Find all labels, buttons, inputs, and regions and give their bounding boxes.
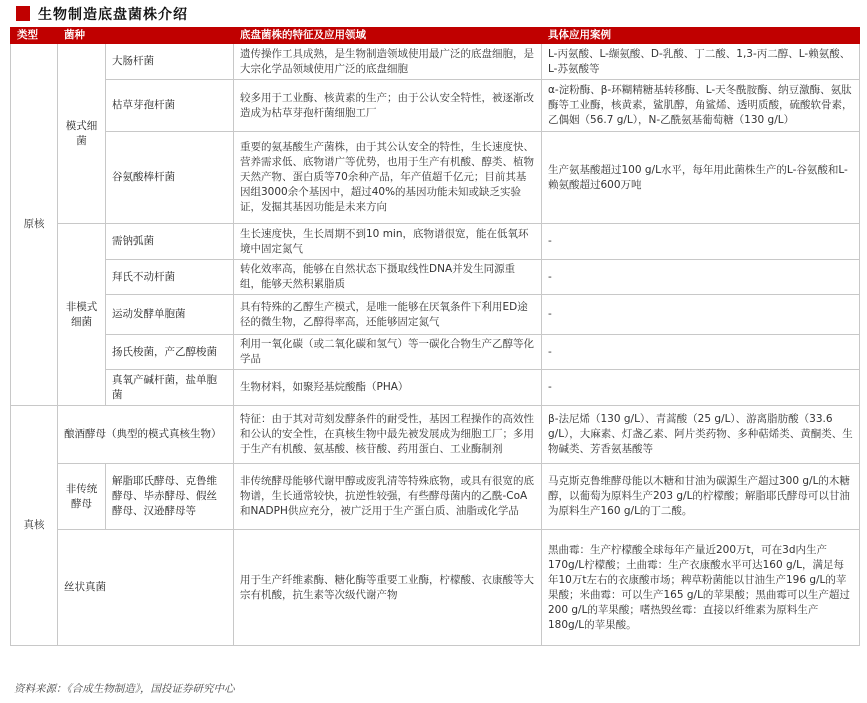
category-cell: 非传统酵母 <box>58 464 106 530</box>
table-row <box>11 530 860 646</box>
description-cell: 重要的氨基酸生产菌株，由于其公认安全的特性，生长速度快、营养需求低、底物谱广等优势，也用于生产有机酸、醇类、植物天然产物、蛋白质等70余种产品，年产值超千亿元；目前其基因组3000余个基因中，超过40%的基因功能未知或缺乏实验证，发掘其基因功能是未来方向 <box>234 132 542 224</box>
species-cell: 大肠杆菌 <box>106 44 234 80</box>
species-cell: 酿酒酵母（典型的模式真核生物） <box>58 406 234 464</box>
table-row <box>11 295 860 335</box>
species-cell: 运动发酵单胞菌 <box>106 295 234 335</box>
description-cell: 特征：由于其对苛刻发酵条件的耐受性，基因工程操作的高效性和公认的安全性，在真核生物中最先被发展成为细胞工厂；多用于生产有机酸、氨基酸、核苷酸、药用蛋白、工业酶制剂 <box>234 406 542 464</box>
description-cell: 遗传操作工具成熟，是生物制造领域使用最广泛的底盘细胞，是大宗化学品领域使用广泛的底盘细胞 <box>234 44 542 80</box>
species-cell: 枯草芽孢杆菌 <box>106 80 234 132</box>
type-cell: 真核 <box>11 406 58 646</box>
species-cell: 拜氏不动杆菌 <box>106 260 234 295</box>
table-row <box>11 132 860 224</box>
application-case-cell: - <box>542 370 860 406</box>
table-row <box>11 260 860 295</box>
table-body <box>11 44 860 646</box>
strain-table <box>10 27 860 646</box>
header-case: 具体应用案例 <box>542 28 860 44</box>
species-cell: 解脂耶氏酵母、克鲁维酵母、毕赤酵母、假丝酵母、汉逊酵母等 <box>106 464 234 530</box>
application-case-cell: 黑曲霉：生产柠檬酸全球每年产量近200万t，可在3d内生产170g/L柠檬酸；土曲霉：生产衣康酸水平可达160 g/L，满足每年10万t左右的衣康酸市场；稗草粉菌能以甘油生产196 g/L的苹果酸；米曲霉：可以生产165 g/L的苹果酸；黑曲霉可以生产超过200 g/L的苹果酸；嗜热毁丝霉：直接以纤维素为原料生产180g/L的苹果酸。 <box>542 530 860 646</box>
description-cell: 利用一氧化碳（或二氧化碳和氢气）等一碳化合物生产乙醇等化学品 <box>234 335 542 370</box>
application-case-cell: 马克斯克鲁维酵母能以木糖和甘油为碳源生产超过300 g/L的木糖醇，以葡萄为原料生产203 g/L的柠檬酸；解脂耶氏酵母可以甘油为原料生产160 g/L的丁二酸。 <box>542 464 860 530</box>
table-row <box>11 80 860 132</box>
species-cell: 谷氨酸棒杆菌 <box>106 132 234 224</box>
description-cell: 用于生产纤维素酶、糖化酶等重要工业酶，柠檬酸、衣康酸等大宗有机酸，抗生素等次级代谢产物 <box>234 530 542 646</box>
application-case-cell: - <box>542 295 860 335</box>
title-accent-bar <box>16 6 30 21</box>
application-case-cell: β-法尼烯（130 g/L）、青蒿酸（25 g/L）、游离脂肪酸（33.6 g/L），大麻素、灯盏乙素、阿片类药物、多种萜烯类、黄酮类、生物碱类、芳香氨基酸等 <box>542 406 860 464</box>
header-type: 类型 <box>11 28 58 44</box>
header-species: 菌种 <box>58 28 234 44</box>
category-cell: 模式细菌 <box>58 44 106 224</box>
application-case-cell: - <box>542 335 860 370</box>
application-case-cell: - <box>542 224 860 260</box>
table-row <box>11 44 860 80</box>
table-row <box>11 464 860 530</box>
species-cell: 真氧产碱杆菌，盐单胞菌 <box>106 370 234 406</box>
table-row <box>11 370 860 406</box>
application-case-cell: 生产氨基酸超过100 g/L水平，每年用此菌株生产的L-谷氨酸和L-赖氨酸超过600万吨 <box>542 132 860 224</box>
description-cell: 转化效率高，能够在自然状态下摄取线性DNA并发生同源重组，能够天然积累脂质 <box>234 260 542 295</box>
table-row <box>11 224 860 260</box>
category-cell: 非模式细菌 <box>58 224 106 406</box>
type-cell: 原核 <box>11 44 58 406</box>
application-case-cell: α-淀粉酶、β-环糊精糖基转移酶、L-天冬酰胺酶、纳豆激酶、氨肽酶等工业酶，核黄素，鲨肌醇，角鲨烯、透明质酸，硫酸软骨素，乙偶姻（56.7 g/L），N-乙酰氨基葡萄糖（130 g/L） <box>542 80 860 132</box>
application-case-cell: - <box>542 260 860 295</box>
description-cell: 较多用于工业酶、核黄素的生产；由于公认安全特性，被逐渐改造成为枯草芽孢杆菌细胞工厂 <box>234 80 542 132</box>
species-cell: 丝状真菌 <box>58 530 234 646</box>
source-note: 资料来源：《合成生物制造》，国投证券研究中心 <box>14 683 235 695</box>
species-cell: 需钠弧菌 <box>106 224 234 260</box>
description-cell: 具有特殊的乙醇生产模式，是唯一能够在厌氧条件下利用ED途径的微生物，乙醇得率高，还能够固定氮气 <box>234 295 542 335</box>
table-row <box>11 406 860 464</box>
page-title: 生物制造底盘菌株介绍 <box>38 7 188 23</box>
description-cell: 生物材料，如聚羟基烷酸酯（PHA） <box>234 370 542 406</box>
application-case-cell: L-丙氨酸、L-缬氨酸、D-乳酸、丁二酸、1,3-丙二醇、L-赖氨酸、L-苏氨酸等 <box>542 44 860 80</box>
table-header-row <box>11 28 860 44</box>
table-row <box>11 335 860 370</box>
description-cell: 非传统酵母能够代谢甲醇或废乳清等特殊底物，或具有很宽的底物谱，生长通常较快，抗逆性较强，有些酵母菌内的乙酰-CoA和NADPH供应充分，被广泛用于生产蛋白质、油脂或化学品 <box>234 464 542 530</box>
description-cell: 生长速度快，生长周期不到10 min，底物谱很宽，能在低氧环境中固定氮气 <box>234 224 542 260</box>
species-cell: 扬氏梭菌，产乙醇梭菌 <box>106 335 234 370</box>
header-desc: 底盘菌株的特征及应用领域 <box>234 28 542 44</box>
